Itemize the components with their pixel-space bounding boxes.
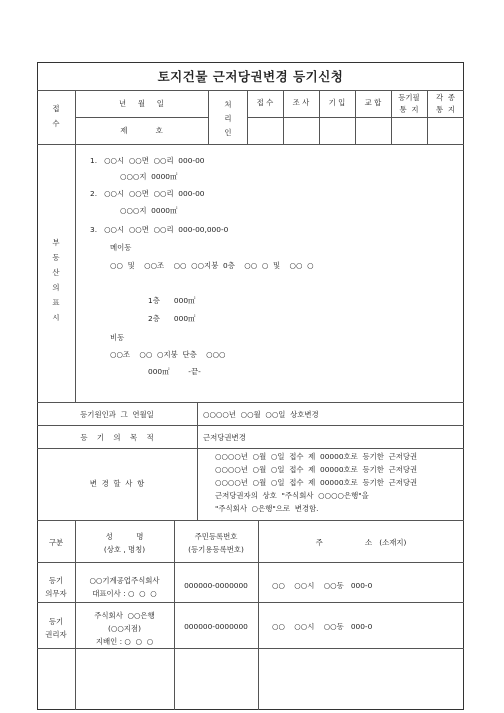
parties-header-reg: 주민등록번호 (등기용등록번호) bbox=[188, 532, 244, 554]
holder-type: 등기 권리자 bbox=[45, 617, 67, 639]
property-label-6: 시 bbox=[52, 313, 60, 322]
title-divider bbox=[37, 90, 464, 91]
receipt-number-label: 제 호 bbox=[120, 126, 163, 135]
form-title: 토지건물 근저당권변경 등기신청 bbox=[157, 69, 344, 84]
property-line-4: ○○○지 0000㎡ bbox=[120, 206, 178, 215]
property-line-12: 000㎡ -끝- bbox=[148, 367, 201, 376]
receipt-mid-line bbox=[75, 117, 208, 118]
purpose-bottom-line bbox=[37, 448, 464, 449]
property-line-6: 메이동 bbox=[110, 243, 132, 252]
changes-line-2: ○○○○년 ○월 ○일 접수 제 00000호로 등기한 근저당권 bbox=[215, 465, 418, 474]
cause-value: ○○○○년 ○○월 ○○일 상호변경 bbox=[203, 410, 319, 419]
col-various-notice: 각 종 통 지 bbox=[436, 93, 455, 114]
info-col-divider bbox=[197, 402, 198, 520]
processor-label-3: 인 bbox=[224, 128, 232, 137]
parties-col-3 bbox=[258, 520, 259, 710]
changes-bottom-line bbox=[37, 520, 464, 521]
receipt-bottom-line bbox=[37, 144, 464, 145]
changes-line-1: ○○○○년 ○월 ○일 접수 제 00000호로 등기한 근저당권 bbox=[215, 452, 418, 461]
processor-label-1: 처 bbox=[224, 100, 232, 109]
property-label-4: 의 bbox=[52, 283, 60, 292]
property-label-3: 산 bbox=[52, 268, 60, 277]
purpose-value: 근저당권변경 bbox=[203, 433, 246, 442]
receipt-label-1: 접 bbox=[52, 104, 60, 113]
receipt-date-label: 년 월 일 bbox=[119, 99, 164, 108]
property-line-5: 3. ○○시 ○○면 ○○리 000-00,000-0 bbox=[90, 225, 229, 234]
col-receipt: 접 수 bbox=[256, 98, 274, 107]
property-label-5: 표 bbox=[52, 298, 60, 307]
processor-left-line bbox=[208, 90, 209, 144]
parties-header-addr: 주 소 (소재지) bbox=[315, 538, 407, 547]
purpose-label: 등 기 의 목 적 bbox=[80, 433, 154, 442]
property-line-8: 1층 000㎡ bbox=[148, 296, 196, 305]
parties-header-name: 성 명 (상호 , 명칭) bbox=[103, 532, 146, 554]
property-label-1: 부 bbox=[52, 238, 60, 247]
property-line-3: 2. ○○시 ○○면 ○○리 000-00 bbox=[90, 189, 205, 198]
receipt-label-2: 수 bbox=[52, 119, 60, 128]
holder-bottom-line bbox=[37, 648, 464, 649]
holder-name: 주식회사 ○○은행 (○○지점) 지배인 : ○ ○ ○ bbox=[94, 611, 155, 646]
parties-header-type: 구분 bbox=[48, 538, 64, 547]
obligor-bottom-line bbox=[37, 602, 464, 603]
changes-line-4: 근저당권자의 상호 "주식회사 ○○○○은행"을 bbox=[215, 491, 369, 500]
obligor-reg: 000000-0000000 bbox=[184, 581, 248, 590]
cause-label: 등기원인과 그 연월일 bbox=[80, 410, 154, 419]
property-line-2: ○○○지 0000㎡ bbox=[120, 172, 178, 181]
holder-addr: ○○ ○○시 ○○동 000-0 bbox=[272, 622, 373, 631]
property-label-2: 동 bbox=[52, 253, 60, 262]
changes-label: 변 경 할 사 항 bbox=[89, 479, 145, 488]
property-line-7: ○○ 및 ○○조 ○○ ○○지붕 0층 ○○ ○ 및 ○○ ○ bbox=[110, 261, 314, 270]
property-line-1: 1. ○○시 ○○면 ○○리 000-00 bbox=[90, 156, 205, 165]
obligor-type: 등기 의무자 bbox=[45, 576, 67, 598]
property-line-10: 비동 bbox=[110, 333, 125, 342]
cause-bottom-line bbox=[37, 425, 464, 426]
property-col-divider bbox=[75, 144, 76, 402]
col-investigation: 조 사 bbox=[292, 98, 310, 107]
property-line-11: ○○조 ○○ ○지붕 단층 ○○○ bbox=[110, 350, 226, 359]
parties-header-line bbox=[37, 562, 464, 563]
col-completion-notice: 등기필 통 지 bbox=[398, 93, 420, 114]
changes-line-5: "주식회사 ○은행"으로 변경함. bbox=[215, 504, 319, 513]
col-entry: 기 입 bbox=[328, 98, 346, 107]
property-bottom-line bbox=[37, 402, 464, 403]
obligor-name: ○○기계공업주식회사 대표이사 : ○ ○ ○ bbox=[89, 576, 160, 598]
col-collation: 교 합 bbox=[364, 98, 382, 107]
holder-reg: 000000-0000000 bbox=[184, 622, 248, 631]
changes-line-3: ○○○○년 ○월 ○일 접수 제 00000호로 등기한 근저당권 bbox=[215, 478, 418, 487]
processor-label-2: 리 bbox=[224, 114, 232, 123]
obligor-addr: ○○ ○○시 ○○동 000-0 bbox=[272, 581, 373, 590]
property-line-9: 2층 000㎡ bbox=[148, 314, 196, 323]
